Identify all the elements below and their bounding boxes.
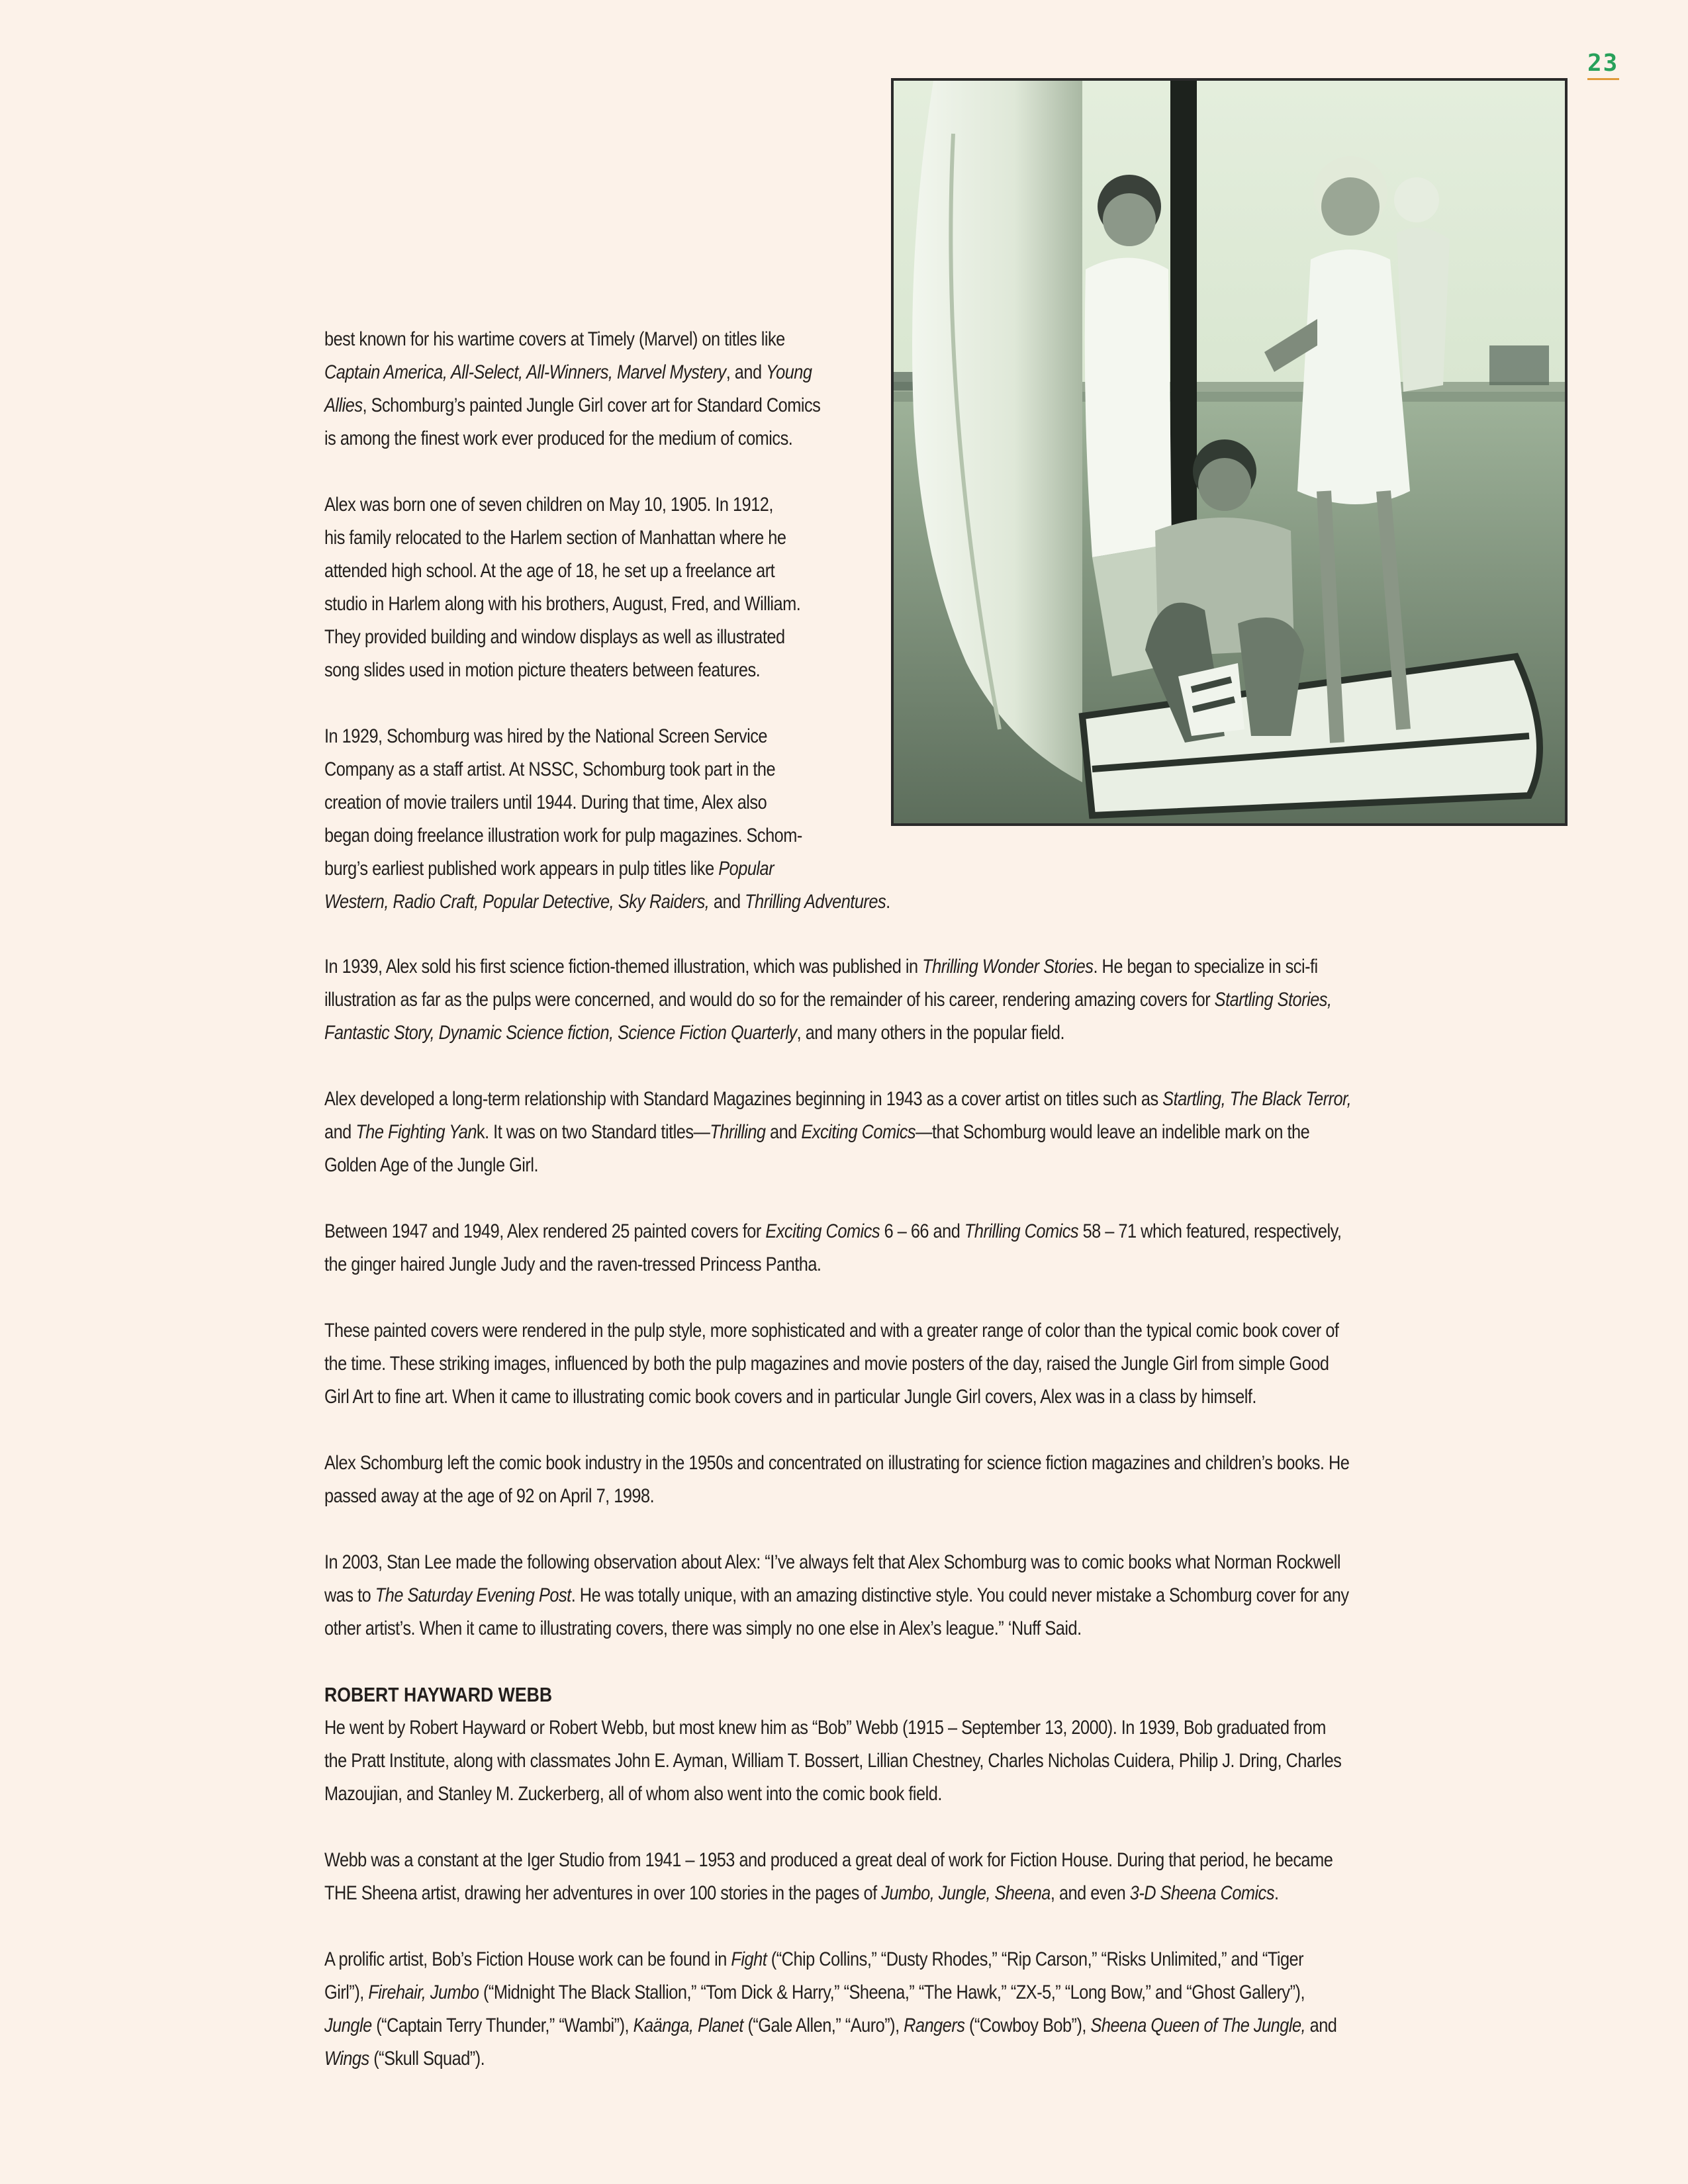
text-line: attended high school. At the age of 18, he set up a freelance art — [324, 560, 775, 582]
text-line: Allies, Schomburg’s painted Jungle Girl cover art for Standard Comics — [324, 394, 821, 416]
text-line: Alex Schomburg left the comic book industry in the 1950s and concentrated on illustrating for science fiction magazines and children’s books. He — [324, 1452, 1350, 1474]
section-heading-block — [324, 1678, 1688, 1711]
text-line: Girl”), Firehair, Jumbo (“Midnight The Black Stallion,” “Tom Dick & Harry,” “Sheena,” “The Hawk,” “ZX-5,” “Long Bow,” and “Ghost Gallery”), — [324, 1981, 1305, 2003]
text-line: Alex was born one of seven children on May 10, 1905. In 1912, — [324, 494, 773, 516]
text-line: Mazoujian, and Stanley M. Zuckerberg, all of whom also went into the comic book field. — [324, 1783, 942, 1805]
text-line: Fantastic Story, Dynamic Science fiction, Science Fiction Quarterly, and many others in the popular field. — [324, 1022, 1065, 1044]
sailboat-photo-illustration — [894, 81, 1565, 823]
text-line: These painted covers were rendered in the pulp style, more sophisticated and with a greater range of color than the typical comic book cover of — [324, 1320, 1339, 1342]
text-line: In 1929, Schomburg was hired by the National Screen Service — [324, 725, 768, 747]
paragraph — [324, 1447, 1688, 1513]
text-line: began doing freelance illustration work for pulp magazines. Schom- — [324, 825, 802, 846]
text-line: Company as a staff artist. At NSSC, Schomburg took part in the — [324, 758, 776, 780]
text-line: his family relocated to the Harlem section of Manhattan where he — [324, 527, 786, 549]
text-line: illustration as far as the pulps were concerned, and would do so for the remainder of his career, rendering amazing covers for Startling Stories, — [324, 989, 1332, 1011]
section-heading: ROBERT HAYWARD WEBB — [324, 1683, 553, 1706]
text-line: Webb was a constant at the Iger Studio from 1941 – 1953 and produced a great deal of work for Fiction House. During that period, he became — [324, 1849, 1333, 1871]
paragraph — [324, 1083, 1688, 1182]
page-number-underline — [1587, 78, 1619, 80]
text-line: THE Sheena artist, drawing her adventures in over 100 stories in the pages of Jumbo, Jungle, Sheena, and even 3-D Sheena Comics. — [324, 1882, 1279, 1904]
text-line: is among the finest work ever produced for the medium of comics. — [324, 428, 793, 449]
text-line: the Pratt Institute, along with classmates John E. Ayman, William T. Bossert, Lillian Chestney, Charles Nicholas Cuidera, Philip J. Dring, Charles — [324, 1750, 1342, 1772]
narrow-column-text — [324, 323, 890, 919]
sailboat-photo — [891, 78, 1568, 826]
text-line: He went by Robert Hayward or Robert Webb, but most knew him as “Bob” Webb (1915 – September 13, 2000). In 1939, Bob graduated from — [324, 1717, 1326, 1739]
text-line: In 2003, Stan Lee made the following observation about Alex: “I’ve always felt that Alex Schomburg was to comic books what Norman Rockwell — [324, 1551, 1341, 1573]
text-line: Wings (“Skull Squad”). — [324, 2048, 485, 2070]
text-line: They provided building and window displays as well as illustrated — [324, 626, 785, 648]
full-width-text — [324, 950, 1688, 2075]
text-line: song slides used in motion picture theaters between features. — [324, 659, 761, 681]
text-line: In 1939, Alex sold his first science fiction-themed illustration, which was published in Thrilling Wonder Stories. He began to specialize in sci-fi — [324, 956, 1318, 978]
text-line: creation of movie trailers until 1944. During that time, Alex also — [324, 792, 767, 813]
text-line: other artist’s. When it came to illustrating covers, there was simply no one else in Alex’s league.” ‘Nuff Said. — [324, 1617, 1082, 1639]
paragraph — [324, 1546, 1688, 1645]
text-line: Girl Art to fine art. When it came to illustrating comic book covers and in particular Jungle Girl covers, Alex was in a class by himself. — [324, 1386, 1256, 1408]
text-line: was to The Saturday Evening Post. He was totally unique, with an amazing distinctive style. You could never mistake a Schomburg cover for any — [324, 1584, 1349, 1606]
text-line: Captain America, All-Select, All-Winners, Marvel Mystery, and Young — [324, 361, 812, 383]
paragraph — [324, 488, 854, 687]
page-number: 23 — [1587, 50, 1619, 77]
paragraph — [324, 950, 1688, 1050]
text-line: Golden Age of the Jungle Girl. — [324, 1154, 539, 1176]
text-line: Western, Radio Craft, Popular Detective, Sky Raiders, and Thrilling Adventures. — [324, 891, 890, 913]
text-line: Jungle (“Captain Terry Thunder,” “Wambi”), Kaänga, Planet (“Gale Allen,” “Auro”), Rangers (“Cowboy Bob”), Sheena Queen of The Jungle, and — [324, 2015, 1337, 2036]
text-line: and The Fighting Yank. It was on two Standard titles—Thrilling and Exciting Comics—that Schomburg would leave an indelible mark on the — [324, 1121, 1310, 1143]
text-line: studio in Harlem along with his brothers, August, Fred, and William. — [324, 593, 801, 615]
text-line: A prolific artist, Bob’s Fiction House work can be found in Fight (“Chip Collins,” “Dusty Rhodes,” “Rip Carson,” “Risks Unlimited,” and “Tiger — [324, 1948, 1304, 1970]
text-line: Between 1947 and 1949, Alex rendered 25 painted covers for Exciting Comics 6 – 66 and Thrilling Comics 58 – 71 which featured, respectively, — [324, 1220, 1342, 1242]
text-line: passed away at the age of 92 on April 7, 1998. — [324, 1485, 655, 1507]
paragraph — [324, 1943, 1688, 2075]
text-line: best known for his wartime covers at Timely (Marvel) on titles like — [324, 328, 785, 350]
text-line: the time. These striking images, influenced by both the pulp magazines and movie posters of the day, raised the Jungle Girl from simple Good — [324, 1353, 1329, 1375]
text-line: the ginger haired Jungle Judy and the raven-tressed Princess Pantha. — [324, 1253, 821, 1275]
paragraph — [324, 1844, 1688, 1910]
paragraph — [324, 323, 854, 455]
text-line: burg’s earliest published work appears in pulp titles like Popular — [324, 858, 774, 880]
paragraph — [324, 1314, 1688, 1414]
paragraph — [324, 1711, 1688, 1811]
paragraph — [324, 720, 890, 919]
text-line: Alex developed a long-term relationship with Standard Magazines beginning in 1943 as a cover artist on titles such as Startling, The Black Terror, — [324, 1088, 1352, 1110]
paragraph — [324, 1215, 1688, 1281]
